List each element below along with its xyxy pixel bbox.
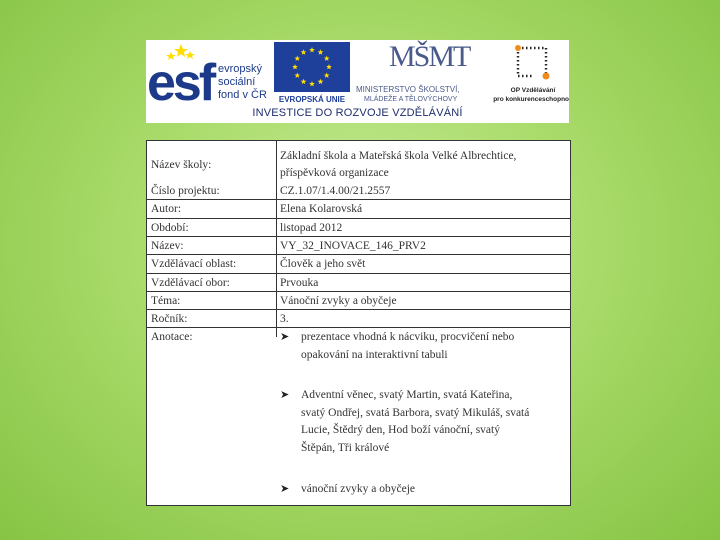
msmt-mark: MŠMT xyxy=(389,40,470,73)
logos-strip xyxy=(146,40,569,106)
label-grade: Ročník: xyxy=(151,313,188,325)
op-logo xyxy=(493,45,569,103)
esf-text-3: fond v ČR xyxy=(218,89,267,101)
msmt-text-1: MINISTERSTVO ŠKOLSTVÍ, xyxy=(356,85,460,94)
esf-text-1: evropský xyxy=(218,63,263,75)
op-text-2: pro konkurenceschopnost xyxy=(493,96,569,103)
esf-logo xyxy=(147,44,267,106)
row-divider xyxy=(147,291,570,292)
esf-mark: esf xyxy=(147,54,214,106)
annotation-bullet-2-line-3: Lucie, Štědrý den, Hod boží vánoční, svatý xyxy=(301,424,500,436)
row-divider xyxy=(147,218,570,219)
value-school-line-1: Základní škola a Mateřská škola Velké Albrechtice, xyxy=(280,150,517,162)
annotation-bullet-2-line-2: svatý Ondřej, svatá Barbora, svatý Mikuláš, svatá xyxy=(301,406,530,419)
msmt-logo xyxy=(356,40,471,103)
op-dot-icon xyxy=(515,45,521,51)
op-dotted-square-icon xyxy=(518,48,546,76)
label-project-number: Číslo projektu: xyxy=(151,185,220,197)
tagline: INVESTICE DO ROZVOJE VZDĚLÁVÁNÍ xyxy=(252,107,463,119)
label-annotation: Anotace: xyxy=(151,331,193,343)
arrow-bullet-icon: ➤ xyxy=(280,389,290,401)
label-period: Období: xyxy=(151,222,189,234)
row-divider xyxy=(147,236,570,237)
annotation-bullet-2-line-1: Adventní věnec, svatý Martin, svatá Kateřina, xyxy=(301,389,513,401)
label-school: Název školy: xyxy=(151,159,212,171)
row-divider xyxy=(147,273,570,274)
row-divider xyxy=(147,309,570,310)
annotation-bullet-1-line-2: opakování na interaktivní tabuli xyxy=(301,348,448,361)
arrow-bullet-icon: ➤ xyxy=(280,483,290,495)
column-divider xyxy=(276,141,277,337)
annotation-bullet-3 xyxy=(301,481,563,499)
value-grade: 3. xyxy=(280,313,289,325)
logo-banner xyxy=(146,40,569,123)
esf-text-2: sociální xyxy=(218,76,256,88)
row-divider xyxy=(147,327,570,328)
arrow-bullet-icon: ➤ xyxy=(280,331,290,343)
op-dot-icon xyxy=(543,73,550,80)
annotation-bullet-2 xyxy=(301,387,563,457)
project-info-card xyxy=(146,140,571,506)
annotation-bullet-1 xyxy=(301,329,563,364)
label-educational-area: Vzdělávací oblast: xyxy=(151,258,237,270)
row-divider xyxy=(147,254,570,255)
value-school-line-2: příspěvková organizace xyxy=(280,167,389,179)
label-educational-field: Vzdělávací obor: xyxy=(151,277,230,289)
label-title: Název: xyxy=(151,240,184,252)
row-divider xyxy=(147,199,570,200)
value-author: Elena Kolarovská xyxy=(280,203,363,215)
annotation-bullet-3-line-1: vánoční zvyky a obyčeje xyxy=(301,483,415,495)
annotation-bullet-1-line-1: prezentace vhodná k nácviku, procvičení nebo xyxy=(301,331,515,343)
msmt-text-2: MLÁDEŽE A TĚLOVÝCHOVY xyxy=(364,96,458,103)
value-topic: Vánoční zvyky a obyčeje xyxy=(280,295,397,307)
value-title: VY_32_INOVACE_146_PRV2 xyxy=(280,240,426,252)
eu-label: EVROPSKÁ UNIE xyxy=(278,95,346,104)
eu-flag-logo xyxy=(274,42,350,104)
label-author: Autor: xyxy=(151,203,182,215)
value-educational-field: Prvouka xyxy=(280,277,319,289)
value-period: listopad 2012 xyxy=(280,222,343,234)
op-text-1: OP Vzdělávání xyxy=(510,87,556,94)
value-educational-area: Člověk a jeho svět xyxy=(280,258,366,270)
value-project-number: CZ.1.07/1.4.00/21.2557 xyxy=(280,185,391,197)
annotation-bullet-2-line-4: Štěpán, Tři králové xyxy=(301,441,390,454)
label-topic: Téma: xyxy=(151,295,181,307)
